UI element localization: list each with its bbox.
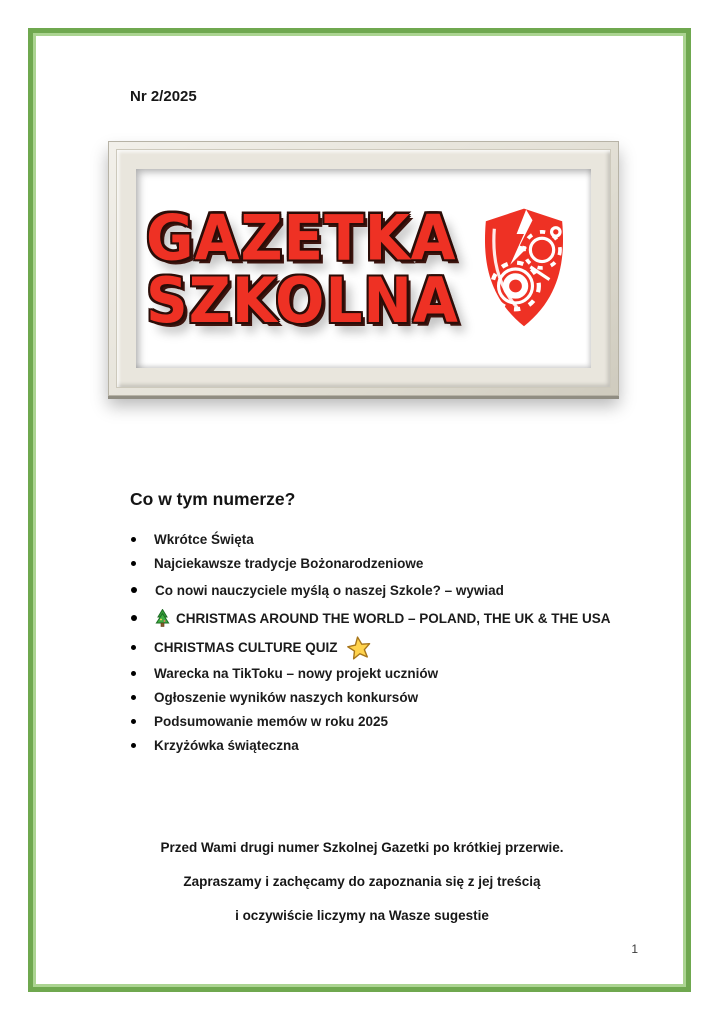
shield-gears-icon: [471, 205, 577, 333]
bullet-icon: [131, 537, 136, 542]
christmas-tree-icon: [155, 609, 170, 627]
toc-item-text: Wkrótce Święta: [154, 531, 254, 547]
toc-item-text: Krzyżówka świąteczna: [154, 737, 299, 753]
bullet-icon: [131, 743, 136, 748]
toc-heading: Co w tym numerze?: [130, 489, 296, 509]
toc-list: [131, 527, 611, 757]
footer-note: [0, 840, 724, 942]
bullet-icon: [131, 719, 136, 724]
logo-frame-bevel: [116, 149, 611, 388]
toc-item-2: [131, 551, 606, 575]
toc-item-6: [131, 661, 606, 685]
bullet-icon: [131, 695, 136, 700]
issue-number: Nr 2/2025: [130, 88, 197, 105]
logo-title-line1: GAZETKA: [146, 200, 457, 274]
footer-line-3: i oczywiście liczymy na Wasze sugestie: [235, 908, 489, 923]
toc-item-text: Warecka na TikToku – nowy projekt uczniów: [154, 665, 439, 681]
bullet-icon: [131, 587, 137, 593]
toc-item-text: Podsumowanie memów w roku 2025: [154, 713, 389, 729]
toc-item-7: [131, 685, 606, 709]
toc-item-8: [131, 709, 606, 733]
footer-line-2: Zapraszamy i zachęcamy do zapoznania się z jej treścią: [183, 874, 541, 889]
toc-item-text: CHRISTMAS CULTURE QUIZ: [154, 639, 338, 655]
toc-item-text: Najciekawsze tradycje Bożonarodzeniowe: [154, 555, 424, 571]
bullet-icon: [131, 645, 136, 650]
toc-item-9: [131, 733, 606, 757]
star-icon: [345, 634, 372, 660]
toc-item-1: [131, 527, 606, 551]
bullet-icon: [131, 561, 136, 566]
toc-item-text: Ogłoszenie wyników naszych konkursów: [154, 689, 419, 705]
bullet-icon: [131, 615, 137, 621]
logo-canvas: [136, 169, 591, 368]
toc-item-text: Co nowi nauczyciele myślą o naszej Szkole? – wywiad: [155, 582, 504, 598]
newsletter-logo-frame: [108, 141, 619, 396]
toc-item-5: [131, 635, 606, 659]
toc-item-3: [131, 578, 606, 602]
bullet-icon: [131, 671, 136, 676]
page-number: 1: [631, 942, 638, 956]
toc-item-4: [131, 606, 611, 630]
logo-title: [146, 200, 459, 337]
logo-title-line2: SZKOLNA: [146, 263, 459, 337]
toc-item-text: CHRISTMAS AROUND THE WORLD – POLAND, THE UK & THE USA: [176, 610, 611, 626]
footer-line-1: Przed Wami drugi numer Szkolnej Gazetki po krótkiej przerwie.: [160, 840, 564, 855]
